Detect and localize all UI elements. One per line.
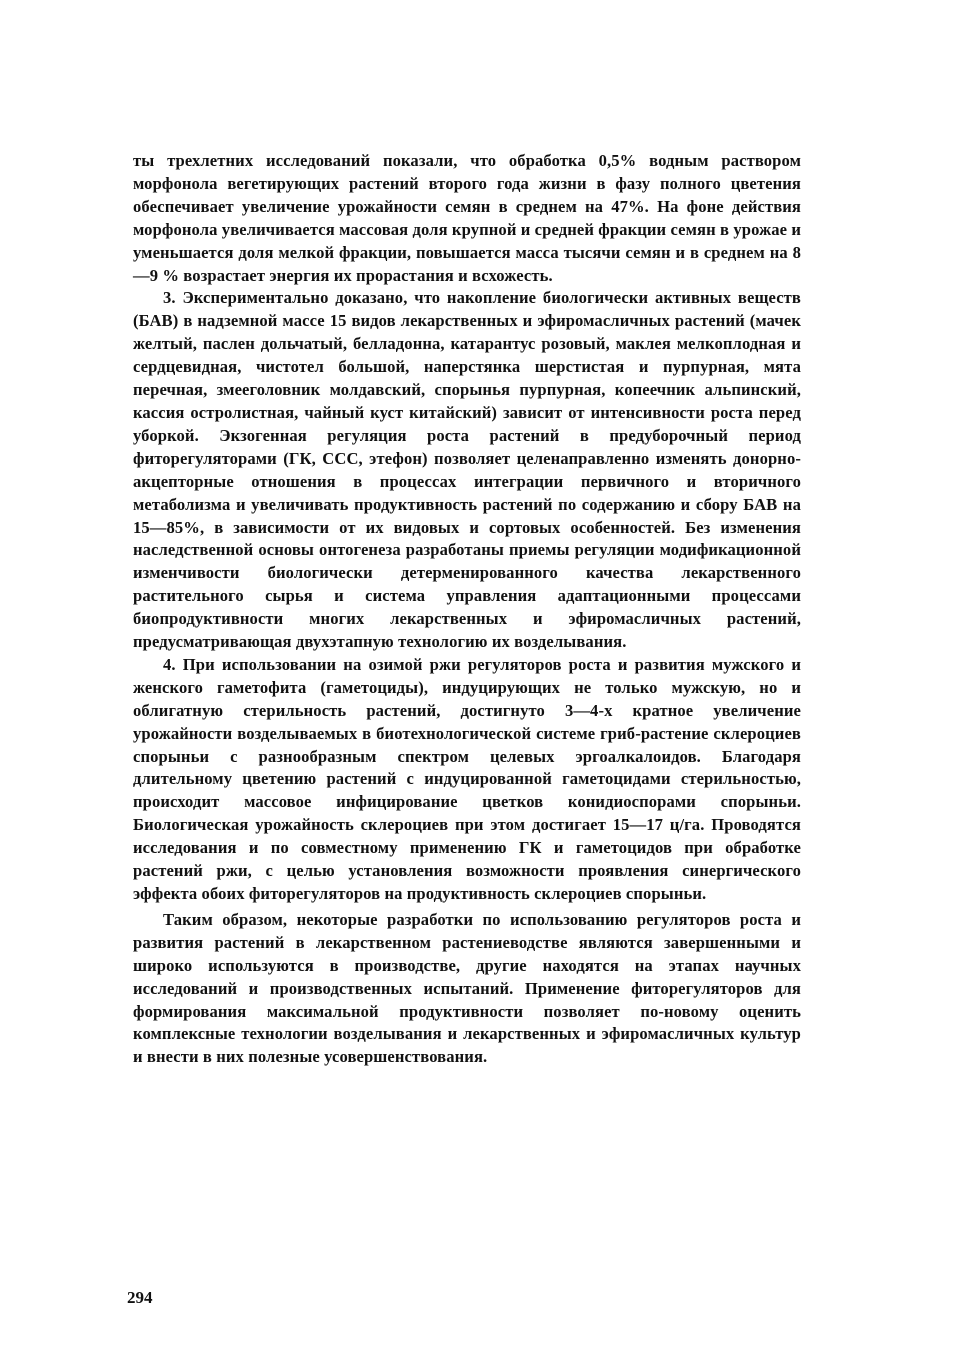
- page-number: 294: [127, 1288, 153, 1307]
- paragraph-item-3: 3. Экспериментально доказано, что накопление биологически активных веществ (БАВ) в надземной массе 15 видов лекарственных и эфиромасличных растений (мачек желтый, паслен дольчатый, белладонна, катарантус розовый, маклея мелкоплодная и сердцевидная, чистотел большой, наперстянка шерстистая и пурпурная, мята перечная, змееголовник молдавский, спорынья пурпурная, копеечник альпинский, кассия остролистная, чайный куст китайский) зависит от интенсивности роста перед уборкой. Экзогенная регуляция роста растений в предуборочный период фиторегуляторами (ГК, ССС, этефон) позволяет целенаправленно изменять донорно-акцепторные отношения в процессах интеграции первичного и вторичного метаболизма и увеличивать продуктивность растений по содержанию и сбору БАВ на 15—85%, в зависимости от их видовых и сортовых особенностей. Без изменения наследственной основы онтогенеза разработаны приемы регуляции модификационной изменчивости биологически детерменированного качества лекарственного растительного сырья и система управления адаптационными процессами биопродуктивности многих лекарственных и эфиромасличных растений, предусматривающая двухэтапную технологию их возделывания.: [133, 288, 801, 652]
- body-text: [133, 150, 801, 1069]
- paragraph-conclusion: Таким образом, некоторые разработки по использованию регуляторов роста и развития растений в лекарственном растениеводстве являются завершенными и широко используются в производстве, другие находятся на этапах научных исследований и производственных испытаний. Применение фиторегуляторов для формирования максимальной продуктивности позволяет по-новому оценить комплексные технологии возделывания и лекарственных и эфиромасличных культур и внести в них полезные усовершенствования.: [133, 909, 801, 1067]
- paragraph-continuation: ты трехлетних исследований показали, что обработка 0,5% водным раствором морфонола вегетирующих растений второго года жизни в фазу полного цветения обеспечивает увеличение урожайности семян в среднем на 47%. На фоне действия морфонола увеличивается массовая доля крупной и средней фракции семян в урожае и уменьшается доля мелкой фракции, повышается масса тысячи семян и в среднем на 8—9 % возрастает энергия их прорастания и всхожесть.: [133, 151, 801, 285]
- paragraph-item-4: 4. При использовании на озимой ржи регуляторов роста и развития мужского и женского гаметофита (гаметоциды), индуцирующих не только мужскую, но и облигатную стерильность растений, достигнуто 3—4-х кратное увеличение урожайности возделываемых в биотехнологической системе гриб-растение склероциев спорыньи с разнообразным спектром целевых эргоалкалоидов. Благодаря длительному цветению растений с индуцированной гаметоцидами стерильностью, происходит массовое инфицирование цветков конидиоспорами спорыньи. Биологическая урожайность склероциев при этом достигает 15—17 ц/га. Проводятся исследования и по совместному применению ГК и гаметоцидов при обработке растений ржи, с целью установления возможности проявления синергического эффекта обоих фиторегуляторов на продуктивность склероциев спорыньи.: [133, 654, 801, 903]
